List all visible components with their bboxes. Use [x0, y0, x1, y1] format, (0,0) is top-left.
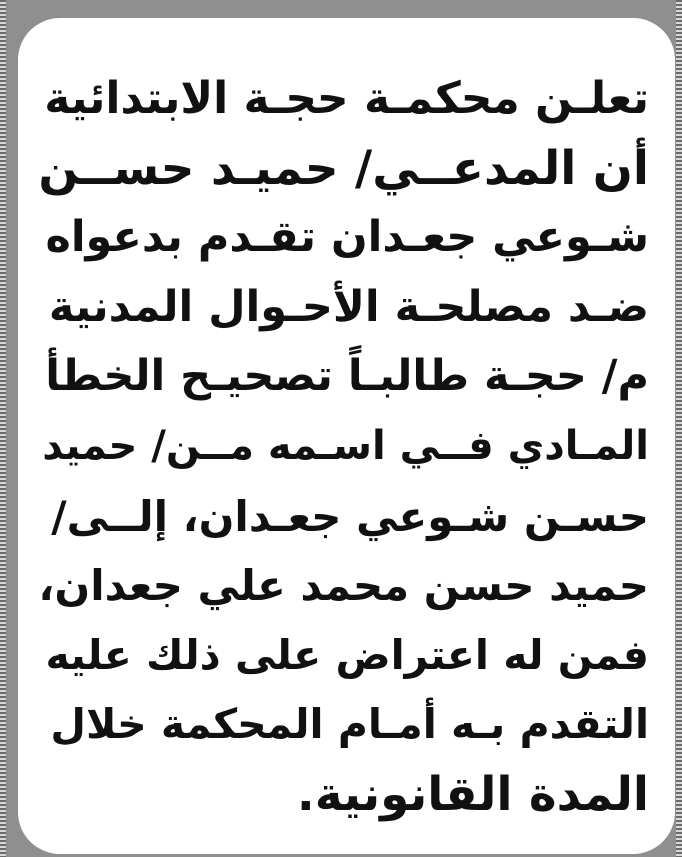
right-dotted-rule [676, 0, 682, 857]
notice-line-6: المـادي فــي اسـمه مــن/ حميد [42, 422, 649, 469]
notice-line-9: فمن له اعتراض على ذلك عليه [45, 630, 649, 679]
notice-line-8: حميد حسن محمد علي جعدان، [38, 561, 649, 611]
notice-line-4: ضـد مصلحـة الأحـوال المدنية [48, 281, 649, 332]
notice-line-7: حسـن شـوعي جعـدان، إلــى/ [51, 491, 649, 541]
court-notice-card [18, 18, 675, 854]
notice-line-10: التقدم بـه أمـام المحكمة خلال [50, 700, 649, 749]
gray-frame [6, 0, 676, 857]
notice-line-1: تعلـن محكمـة حجـة الابتدائية [44, 73, 649, 124]
notice-line-11: المدة القانونية. [296, 766, 649, 822]
notice-text [38, 64, 649, 830]
notice-line-3: شـوعي جعـدان تقـدم بدعواه [45, 212, 649, 263]
notice-line-2: أن المدعــي/ حميـد حســن [38, 140, 649, 196]
notice-line-5: م/ حجـة طالبـاً تصحيـح الخطأ [45, 351, 649, 402]
